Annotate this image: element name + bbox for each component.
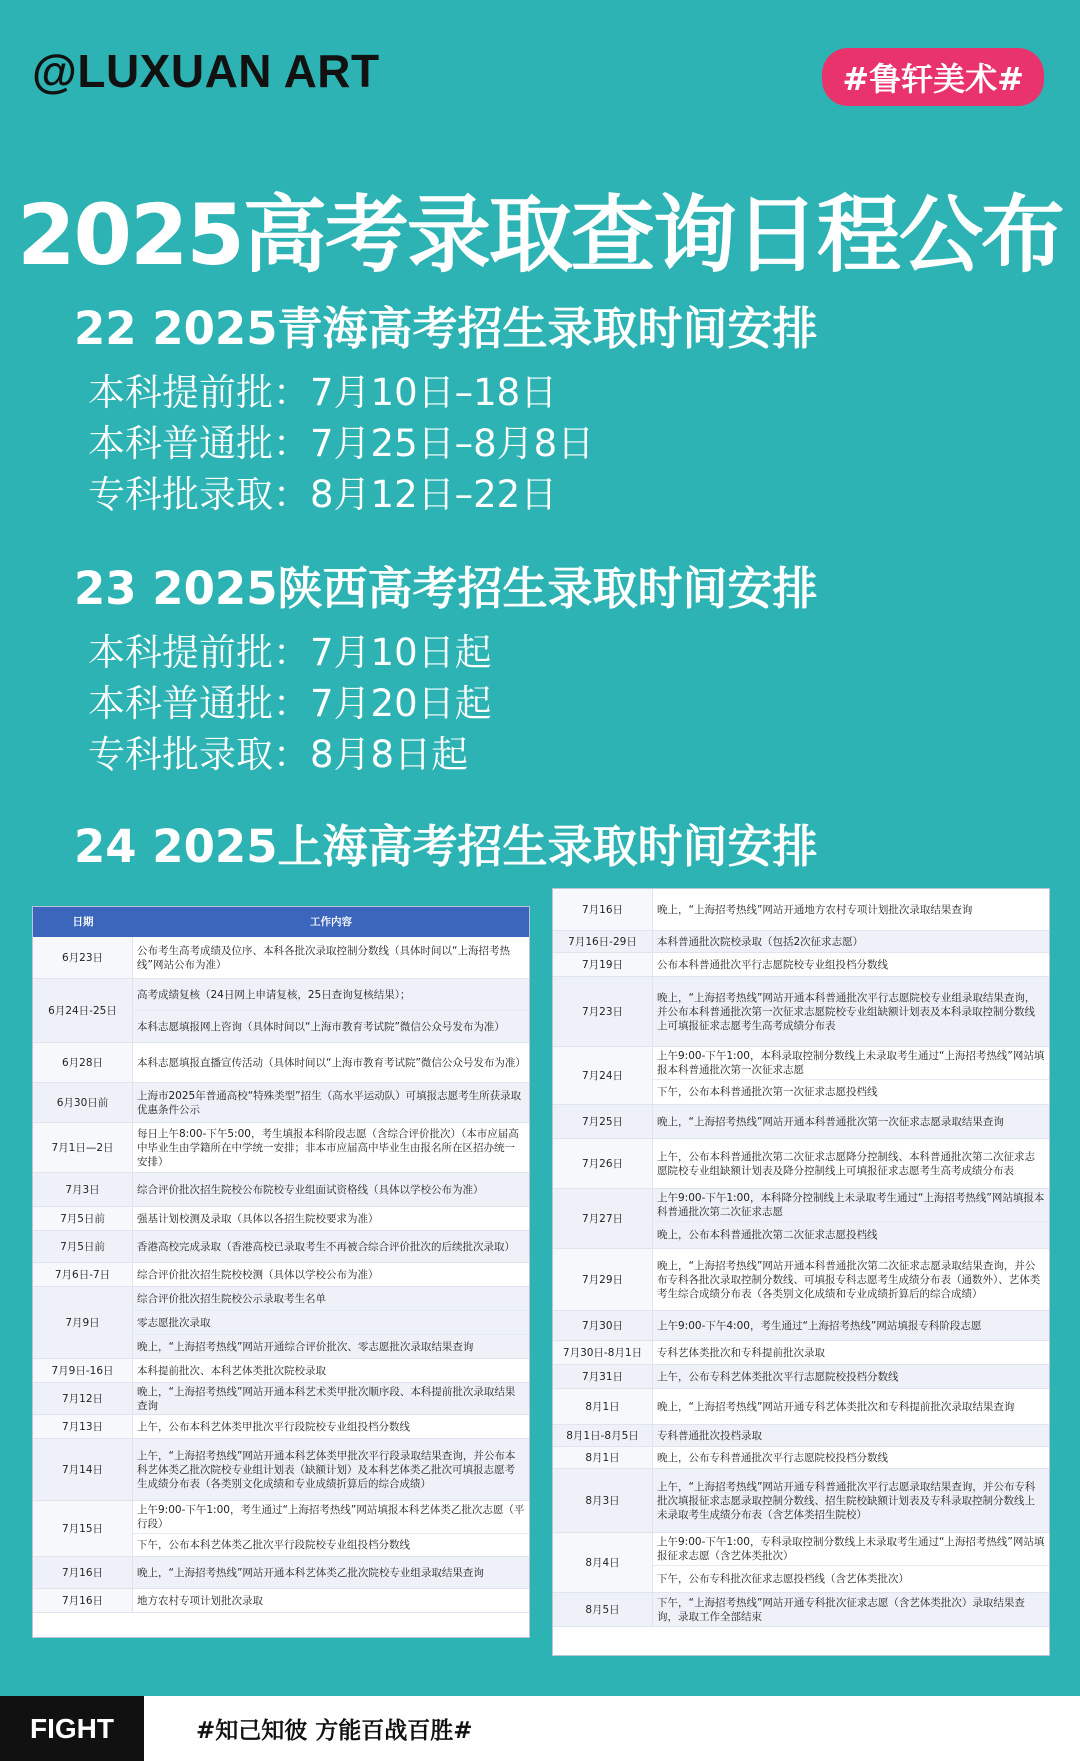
content-cell (653, 1447, 1049, 1469)
content-item: 每日上午8:00-下午5:00，考生填报本科阶段志愿（含综合评价批次）（本市应届高中毕业生由学籍所在中学统一安排；非本市应届高中毕业生由报名所在区招办统一安排） (137, 1127, 519, 1168)
content-item: 上午9:00-下午1:00，本科降分控制线上未录取考生通过“上海招考热线”网站填报本科普通批次第二次征求志愿 (657, 1192, 1045, 1218)
content-item: 本科志愿填报直播宣传活动（具体时间以“上海市教育考试院”微信公众号发布为准） (137, 1056, 526, 1069)
date-cell: 7月27日 (553, 1189, 653, 1249)
content-cell (133, 1287, 529, 1359)
date-cell: 7月14日 (33, 1439, 133, 1501)
content-cell (653, 1249, 1049, 1311)
content-cell (653, 1425, 1049, 1447)
content-cell (133, 1083, 529, 1123)
footer-bar (0, 1696, 1080, 1761)
content-item: 下午，公布专科批次征求志愿投档线（含艺体类批次） (653, 1565, 1049, 1592)
column-header-content: 工作内容 (133, 907, 529, 937)
date-cell: 8月1日 (553, 1447, 653, 1469)
date-cell: 7月24日 (553, 1047, 653, 1105)
content-item: 综合评价批次招生院校公布院校专业组面试资格线（具体以学校公布为准） (137, 1183, 484, 1196)
hashtag-badge: #鲁轩美术# (822, 48, 1044, 106)
content-item: 本科志愿填报网上咨询（具体时间以“上海市教育考试院”微信公众号发布为准） (133, 1010, 529, 1042)
schedule-line: 本科提前批：7月10日–18日 (88, 371, 558, 414)
date-cell: 7月25日 (553, 1105, 653, 1139)
content-item: 上午9:00-下午4:00，考生通过“上海招考热线”网站填报专科阶段志愿 (657, 1319, 982, 1332)
date-cell: 7月1日—2日 (33, 1123, 133, 1173)
date-cell: 8月4日 (553, 1533, 653, 1593)
section-qinghai (74, 292, 818, 520)
date-cell: 7月16日 (33, 1557, 133, 1589)
content-cell (653, 1139, 1049, 1189)
date-cell: 7月12日 (33, 1383, 133, 1415)
content-cell (653, 1593, 1049, 1627)
content-cell (133, 1173, 529, 1207)
date-cell: 7月5日前 (33, 1231, 133, 1263)
content-cell (653, 1469, 1049, 1533)
date-cell: 7月30日-8月1日 (553, 1341, 653, 1365)
date-cell: 7月15日 (33, 1501, 133, 1557)
content-item: 下午，公布本科艺体类乙批次平行段院校专业组投档分数线 (133, 1533, 529, 1556)
content-cell (133, 1207, 529, 1231)
content-item: 上午，公布专科艺体类批次平行志愿院校投档分数线 (657, 1370, 899, 1383)
content-item: 上午9:00-下午1:00，考生通过“上海招考热线”网站填报本科艺体类乙批次志愿（平行段） (137, 1504, 525, 1530)
schedule-line: 本科普通批：7月20日起 (88, 682, 492, 725)
content-item: 公布考生高考成绩及位序、本科各批次录取控制分数线（具体时间以“上海招考热线”网站公布为准） (137, 944, 510, 971)
content-cell (653, 977, 1049, 1047)
content-item: 上午9:00-下午1:00，专科录取控制分数线上未录取考生通过“上海招考热线”网站填报征求志愿（含艺体类批次） (657, 1536, 1045, 1562)
content-item: 晚上，“上海招考热线”网站开通本科普通批次第二次征求志愿录取结果查询，并公布专科各批次录取控制分数线、可填报专科志愿考生成绩分布表（通数外）、艺体类考生综合成绩分布表（各类别文化成绩和专业成绩折算后的综合成绩） (657, 1259, 1041, 1300)
section-shanghai (74, 810, 818, 875)
content-item: 下午，公布本科普通批次第一次征求志愿投档线 (653, 1079, 1049, 1104)
date-cell: 7月31日 (553, 1365, 653, 1389)
content-cell (653, 1389, 1049, 1425)
schedule-table-left (32, 906, 530, 1638)
date-cell: 7月29日 (553, 1249, 653, 1311)
date-cell: 7月5日前 (33, 1207, 133, 1231)
schedule-line: 本科普通批：7月25日–8月8日 (88, 422, 595, 465)
content-cell (133, 1383, 529, 1415)
column-header-date: 日期 (33, 907, 133, 937)
schedule-table-right (552, 888, 1050, 1656)
date-cell: 7月16日 (33, 1589, 133, 1613)
content-item: 高考成绩复核（24日网上申请复核，25日查询复核结果）； (137, 988, 411, 1001)
content-item: 零志愿批次录取 (133, 1310, 529, 1334)
content-item: 晚上，“上海招考热线”网站开通综合评价批次、零志愿批次录取结果查询 (133, 1334, 529, 1358)
content-item: 上午，公布本科艺体类甲批次平行段院校专业组投档分数线 (137, 1420, 410, 1433)
date-cell: 8月5日 (553, 1593, 653, 1627)
content-item: 上海市2025年普通高校“特殊类型”招生（高水平运动队）可填报志愿考生所获录取优惠条件公示 (137, 1089, 522, 1116)
date-cell: 6月24日-25日 (33, 979, 133, 1043)
content-cell (653, 1365, 1049, 1389)
content-item: 晚上，“上海招考热线”网站开通专科艺体类批次和专科提前批次录取结果查询 (657, 1400, 1015, 1413)
content-cell (133, 1043, 529, 1083)
content-item: 晚上，公布专科普通批次平行志愿院校投档分数线 (657, 1451, 888, 1464)
content-item: 综合评价批次招生院校校测（具体以学校公布为准） (137, 1268, 379, 1281)
content-item: 强基计划校测及录取（具体以各招生院校要求为准） (137, 1212, 379, 1225)
content-item: 本科提前批次、本科艺体类批次院校录取 (137, 1364, 326, 1377)
date-cell: 6月30日前 (33, 1083, 133, 1123)
content-item: 晚上，“上海招考热线”网站开通本科普通批次第一次征求志愿录取结果查询 (657, 1115, 1004, 1128)
content-cell (653, 1047, 1049, 1105)
date-cell: 7月9日-16日 (33, 1359, 133, 1383)
content-cell (653, 889, 1049, 931)
content-cell (133, 937, 529, 979)
content-cell (133, 1231, 529, 1263)
section-title: 22 2025青海高考招生录取时间安排 (74, 302, 818, 355)
content-item: 综合评价批次招生院校公示录取考生名单 (137, 1292, 326, 1305)
date-cell: 7月16日 (553, 889, 653, 931)
content-item: 专科普通批次投档录取 (657, 1429, 762, 1442)
brand-handle: @LUXUAN ART (32, 45, 380, 97)
section-title: 23 2025陕西高考招生录取时间安排 (74, 562, 818, 615)
date-cell: 8月1日-8月5日 (553, 1425, 653, 1447)
date-cell: 7月13日 (33, 1415, 133, 1439)
section-shaanxi (74, 552, 818, 780)
content-cell (133, 979, 529, 1043)
content-item: 晚上，“上海招考热线”网站开通本科普通批次平行志愿院校专业组录取结果查询，并公布本科普通批次第一次征求志愿院校专业组缺额计划表及本科录取控制分数线上可填报征求志愿考生高考成绩分布表 (657, 991, 1036, 1032)
content-cell (133, 1557, 529, 1589)
schedule-line: 专科批录取：8月12日–22日 (88, 473, 558, 516)
content-cell (133, 1359, 529, 1383)
content-cell (133, 1263, 529, 1287)
content-item: 晚上，“上海招考热线”网站开通本科艺体类乙批次院校专业组录取结果查询 (137, 1566, 484, 1579)
content-item: 下午，“上海招考热线”网站开通专科批次征求志愿（含艺体类批次）录取结果查询，录取工作全部结束 (657, 1596, 1025, 1623)
date-cell: 7月3日 (33, 1173, 133, 1207)
content-cell (653, 1105, 1049, 1139)
date-cell: 7月9日 (33, 1287, 133, 1359)
date-cell: 6月28日 (33, 1043, 133, 1083)
date-cell: 6月23日 (33, 937, 133, 979)
content-item: 上午，“上海招考热线”网站开通本科艺体类甲批次平行段录取结果查询，并公布本科艺体类乙批次院校专业组计划表（缺额计划）及本科艺体类乙批次可填报志愿考生成绩分布表（各类别文化成绩和专业成绩折算后的综合成绩） (137, 1449, 516, 1490)
content-cell (653, 1189, 1049, 1249)
content-cell (133, 1123, 529, 1173)
date-cell: 7月26日 (553, 1139, 653, 1189)
section-title: 24 2025上海高考招生录取时间安排 (74, 820, 818, 873)
content-cell (133, 1415, 529, 1439)
date-cell: 7月6日-7日 (33, 1263, 133, 1287)
date-cell: 7月23日 (553, 977, 653, 1047)
content-cell (133, 1439, 529, 1501)
page-title: 2025高考录取查询日程公布 (17, 186, 1063, 284)
content-item: 香港高校完成录取（香港高校已录取考生不再被合综合评价批次的后续批次录取） (137, 1240, 515, 1253)
content-cell (133, 1589, 529, 1613)
date-cell: 7月16日-29日 (553, 931, 653, 953)
fight-tag: FIGHT (0, 1696, 144, 1761)
content-cell (653, 1341, 1049, 1365)
content-item: 地方农村专项计划批次录取 (137, 1594, 263, 1607)
content-item: 专科艺体类批次和专科提前批次录取 (657, 1346, 825, 1359)
content-cell (653, 1311, 1049, 1341)
content-item: 本科普通批次院校录取（包括2次征求志愿） (657, 935, 864, 948)
content-item: 上午9:00-下午1:00，本科录取控制分数线上未录取考生通过“上海招考热线”网站填报本科普通批次第一次征求志愿 (657, 1050, 1045, 1076)
content-item: 上午，公布本科普通批次第二次征求志愿降分控制线、本科普通批次第二次征求志愿院校专业组缺额计划表及降分控制线上可填报征求志愿考生高考成绩分布表 (657, 1150, 1035, 1177)
content-cell (133, 1501, 529, 1557)
content-item: 晚上，“上海招考热线”网站开通地方农村专项计划批次录取结果查询 (657, 903, 973, 916)
content-item: 晚上，公布本科普通批次第二次征求志愿投档线 (653, 1221, 1049, 1248)
date-cell: 8月1日 (553, 1389, 653, 1425)
date-cell: 7月30日 (553, 1311, 653, 1341)
date-cell: 7月19日 (553, 953, 653, 977)
content-item: 晚上，“上海招考热线”网站开通本科艺术类甲批次顺序段、本科提前批次录取结果查询 (137, 1385, 516, 1412)
footer-slogan: #知己知彼 方能百战百胜# (196, 1718, 473, 1744)
content-item: 公布本科普通批次平行志愿院校专业组投档分数线 (657, 958, 888, 971)
content-cell (653, 931, 1049, 953)
schedule-line: 专科批录取：8月8日起 (88, 733, 469, 776)
content-cell (653, 953, 1049, 977)
schedule-line: 本科提前批：7月10日起 (88, 631, 492, 674)
date-cell: 8月3日 (553, 1469, 653, 1533)
content-cell (653, 1533, 1049, 1593)
content-item: 上午，“上海招考热线”网站开通专科普通批次平行志愿录取结果查询，并公布专科批次填报征求志愿录取控制分数线、招生院校缺额计划表及专科录取控制分数线上未录取考生成绩分布表（含艺体类招生院校） (657, 1480, 1036, 1521)
